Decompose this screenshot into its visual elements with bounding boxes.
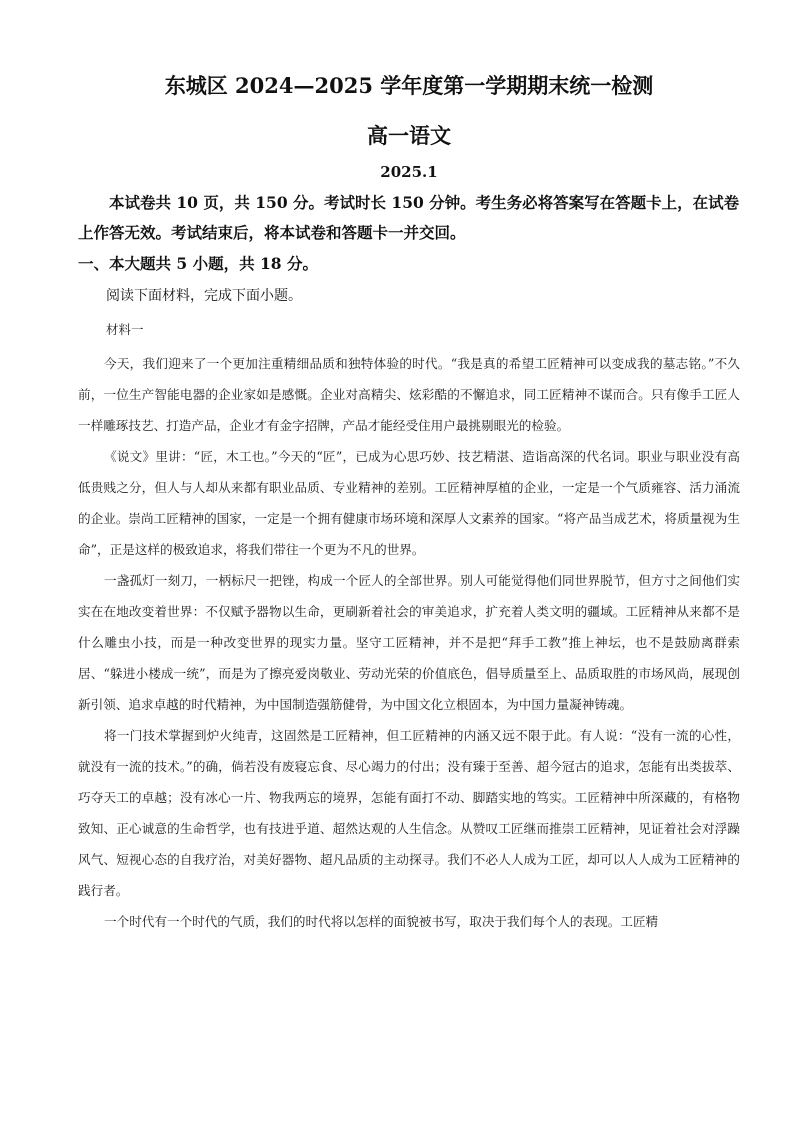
reading-instruction: 阅读下面材料，完成下面小题。 [106, 288, 302, 304]
exam-date: 2025.1 [380, 163, 438, 181]
material-paragraph: 一盏孤灯一刻刀，一柄标尺一把锉，构成一个匠人的全部世界。别人可能觉得他们同世界脱节，但方寸之间他们实实在在地改变着世界：不仅赋予器物以生命，更刷新着社会的审美追求，扩充着人类文明的疆域。工匠精神从来都不是什么雕虫小技，而是一种改变世界的现实力量。坚守工匠精神，并不是把“拜手工教”推上神坛，也不是鼓励离群索居、“躲进小楼成一统”，而是为了擦亮爱岗敬业、劳动光荣的价值底色，倡导质量至上、品质取胜的市场风尚，展现创新引领、追求卓越的时代精神，为中国制造强筋健骨，为中国文化立根固本，为中国力量凝神铸魂。 [78, 573, 740, 712]
exam-subject: 高一语文 [367, 123, 451, 148]
material-paragraph: 将一门技术掌握到炉火纯青，这固然是工匠精神，但工匠精神的内涵又远不限于此。有人说：“没有一流的心性，就没有一流的技术。”的确，倘若没有废寝忘食、尽心竭力的付出；没有臻于至善、超今冠古的追求，怎能有出类拔萃、巧夺天工的卓越；没有冰心一片、物我两忘的境界，怎能有面打不动、脚踏实地的笃实。工匠精神中所深藏的，有格物致知、正心诚意的生命哲学，也有技进乎道、超然达观的人生信念。从赞叹工匠继而推崇工匠精神，见证着社会对浮躁风气、短视心态的自我疗治，对美好器物、超凡品质的主动探寻。我们不必人人成为工匠，却可以人人成为工匠精神的践行者。 [78, 728, 740, 898]
material-body [78, 348, 740, 937]
exam-title: 东城区 2024—2025 学年度第一学期期末统一检测 [164, 73, 654, 98]
material-paragraph: 《说文》里讲：“匠，木工也。”今天的“匠”，已成为心思巧妙、技艺精湛、造诣高深的代名词。职业与职业没有高低贵贱之分，但人与人却从来都有职业品质、专业精神的差别。工匠精神厚植的企业，一定是一个气质雍容、活力涌流的企业。崇尚工匠精神的国家，一定是一个拥有健康市场环境和深厚人文素养的国家。“将产品当成艺术，将质量视为生命”，正是这样的极致追求，将我们带往一个更为不凡的世界。 [78, 449, 740, 557]
section-heading: 一、本大题共 5 小题，共 18 分。 [78, 254, 318, 273]
exam-instructions: 本试卷共 10 页，共 150 分。考试时长 150 分钟。考生务必将答案写在答题卡上，在试卷上作答无效。考试结束后，将本试卷和答题卡一并交回。 [78, 193, 740, 242]
material-label: 材料一 [106, 322, 144, 337]
material-paragraph: 今天，我们迎来了一个更加注重精细品质和独特体验的时代。“我是真的希望工匠精神可以变成我的墓志铭。”不久前，一位生产智能电器的企业家如是感慨。企业对高精尖、炫彩酷的不懈追求，同工匠精神不谋而合。只有像手工匠人一样雕琢技艺、打造产品，企业才有金字招牌，产品才能经受住用户最挑剔眼光的检验。 [78, 356, 740, 433]
material-paragraph: 一个时代有一个时代的气质，我们的时代将以怎样的面貌被书写，取决于我们每个人的表现。工匠精 [104, 914, 659, 929]
